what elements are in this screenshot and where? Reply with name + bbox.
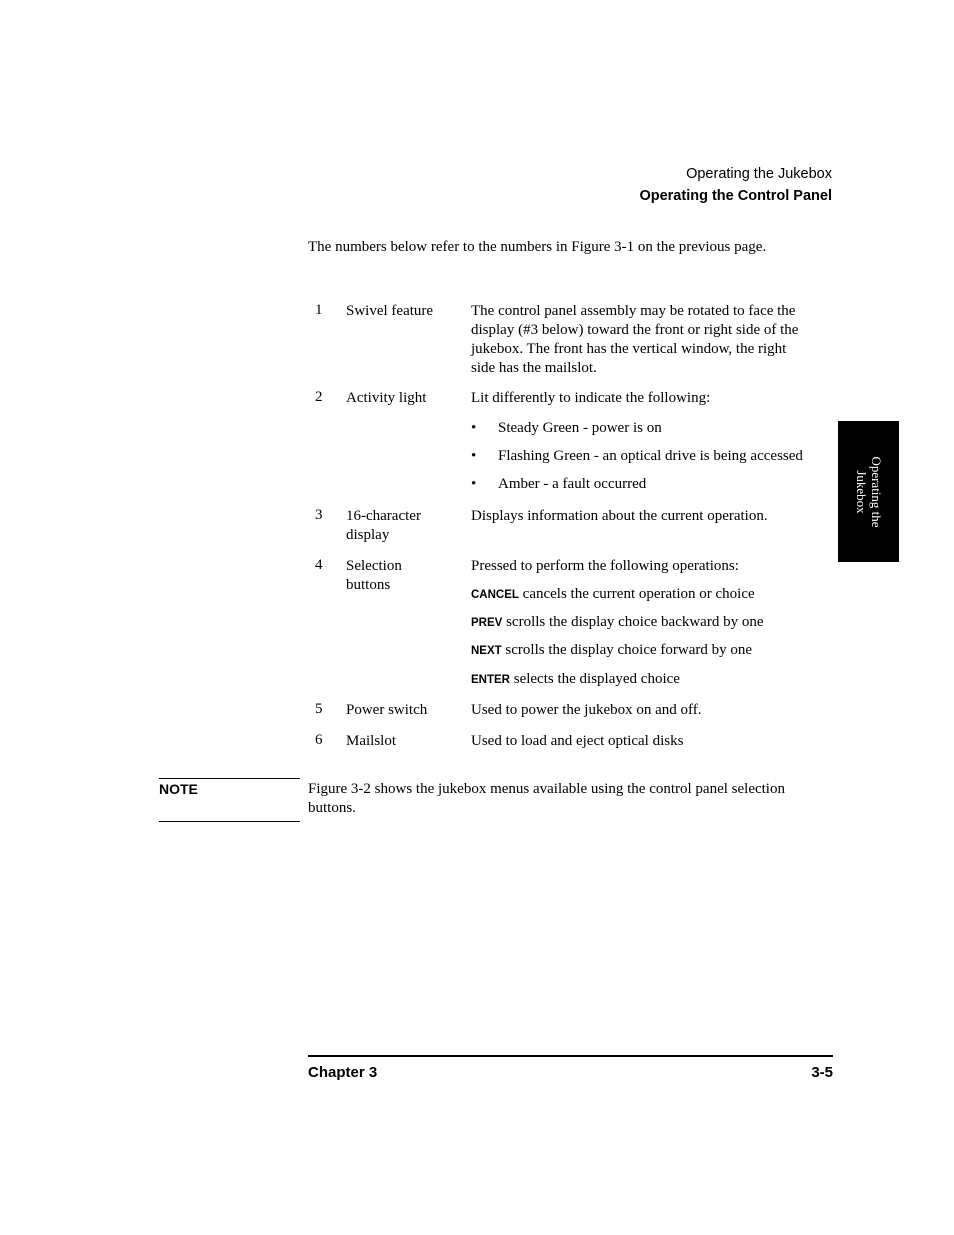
bullet-text: Steady Green - power is on	[498, 420, 662, 436]
item-description: Pressed to perform the following operations:	[471, 558, 739, 574]
item-description: Used to power the jukebox on and off.	[471, 702, 702, 718]
note-text: Figure 3-2 shows the jukebox menus available using the control panel selection buttons.	[308, 781, 785, 816]
item-number: 3	[315, 507, 323, 523]
item-number: 2	[315, 389, 323, 405]
footer-rule	[308, 1055, 833, 1057]
item-term: Power switch	[346, 702, 428, 718]
key-cancel: CANCEL	[471, 589, 519, 601]
intro-paragraph: The numbers below refer to the numbers in Figure 3-1 on the previous page.	[308, 239, 767, 255]
bullet-text: Flashing Green - an optical drive is being accessed	[498, 448, 803, 464]
note-rule-top	[159, 778, 300, 779]
chapter-thumb-tab-label: Operating the Jukebox	[853, 455, 884, 528]
chapter-thumb-tab	[838, 421, 899, 562]
key-next: NEXT	[471, 645, 502, 657]
operation-line: ENTER selects the displayed choice	[471, 671, 680, 687]
key-enter: ENTER	[471, 674, 510, 686]
bullet-marker: •	[471, 420, 477, 436]
item-description: Used to load and eject optical disks	[471, 733, 684, 749]
operation-line: PREV scrolls the display choice backward by one	[471, 614, 764, 630]
item-term: Swivel feature	[346, 303, 434, 319]
running-header-subsection: Operating the Control Panel	[639, 188, 832, 204]
item-number: 6	[315, 732, 323, 748]
key-prev: PREV	[471, 617, 503, 629]
item-term: Selection buttons	[346, 558, 402, 593]
footer-chapter: Chapter 3	[308, 1064, 378, 1081]
item-number: 1	[315, 302, 323, 318]
footer-page-number: 3-5	[811, 1064, 833, 1081]
item-description: Lit differently to indicate the following:	[471, 390, 711, 406]
item-number: 5	[315, 701, 323, 717]
item-term: Mailslot	[346, 733, 397, 749]
operation-line: NEXT scrolls the display choice forward by one	[471, 642, 753, 658]
running-header-section: Operating the Jukebox	[686, 166, 832, 182]
note-rule-bottom	[159, 821, 300, 822]
note-label: NOTE	[159, 781, 198, 797]
item-term: 16-character display	[346, 508, 421, 543]
item-description: The control panel assembly may be rotated to face the display (#3 below) toward the front or right side of the jukebox. The front has the vertical window, the right side has the mailslot.	[471, 303, 799, 376]
bullet-marker: •	[471, 448, 477, 464]
item-number: 4	[315, 557, 323, 573]
item-term: Activity light	[346, 390, 427, 406]
bullet-marker: •	[471, 476, 477, 492]
bullet-text: Amber - a fault occurred	[498, 476, 647, 492]
item-description: Displays information about the current operation.	[471, 508, 768, 524]
operation-line: CANCEL cancels the current operation or choice	[471, 586, 755, 602]
